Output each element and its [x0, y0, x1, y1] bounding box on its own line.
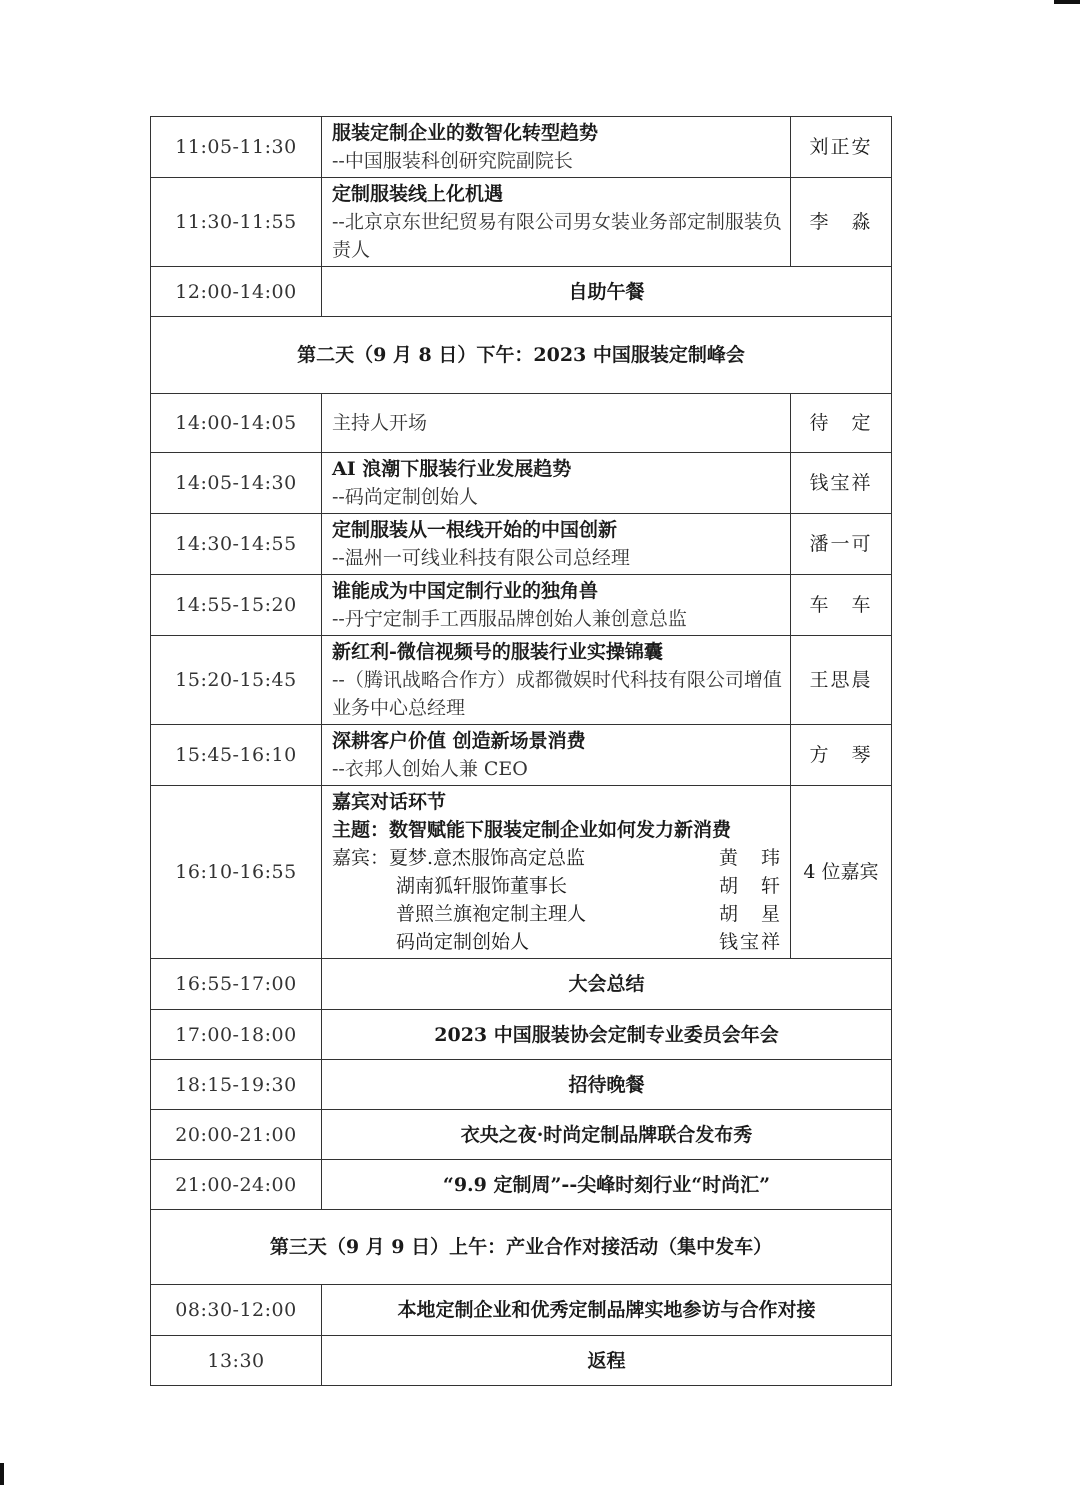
- topic-cell: [322, 786, 791, 959]
- table-row: [151, 959, 892, 1010]
- time-cell: 14:05-14:30: [151, 453, 322, 514]
- session-title: AI 浪潮下服装行业发展趋势: [332, 458, 572, 480]
- dialogue-theme: 主题：数智赋能下服装定制企业如何发力新消费: [332, 819, 732, 841]
- guest-line: [332, 844, 782, 872]
- event-cell: 自助午餐: [322, 267, 892, 317]
- guest-org: 夏梦.意杰服饰高定总监: [389, 847, 586, 869]
- table-row: [151, 117, 892, 178]
- time-cell: 20:00-21:00: [151, 1110, 322, 1160]
- topic-cell: [322, 514, 791, 575]
- table-row: [151, 636, 892, 725]
- guest-line: [332, 900, 782, 928]
- time-cell: 08:30-12:00: [151, 1285, 322, 1336]
- guest-org: 普照兰旗袍定制主理人: [396, 903, 587, 925]
- speaker-title: --（腾讯战略合作方）成都微娱时代科技有限公司增值业务中心总经理: [332, 669, 782, 719]
- guest-name: 黄 玮: [718, 847, 782, 869]
- topic-cell: [322, 178, 791, 267]
- speaker-cell: 方 琴: [791, 725, 892, 786]
- speaker-title: --码尚定制创始人: [332, 486, 478, 508]
- time-cell: 14:30-14:55: [151, 514, 322, 575]
- speaker-cell: 潘一可: [791, 514, 892, 575]
- table-row: [151, 1010, 892, 1060]
- event-cell: “9.9 定制周”--尖峰时刻行业“时尚汇”: [322, 1160, 892, 1210]
- event-cell: 返程: [322, 1336, 892, 1386]
- session-title: 嘉宾对话环节: [332, 791, 447, 813]
- table-row: [151, 267, 892, 317]
- table-row: [151, 725, 892, 786]
- time-cell: 15:20-15:45: [151, 636, 322, 725]
- session-title: 定制服装从一根线开始的中国创新: [332, 519, 618, 541]
- guests-prefix: 嘉宾：: [332, 847, 390, 869]
- session-title: 新红利-微信视频号的服装行业实操锦囊: [332, 641, 663, 663]
- speaker-title: --北京京东世纪贸易有限公司男女装业务部定制服装负责人: [332, 211, 782, 261]
- session-title: 深耕客户价值 创造新场景消费: [332, 730, 586, 752]
- table-row: [151, 453, 892, 514]
- guest-name: 钱宝祥: [718, 931, 782, 953]
- topic-cell: [322, 394, 791, 453]
- topic-cell: [322, 636, 791, 725]
- day3-header: 第三天（9 月 9 日）上午：产业合作对接活动（集中发车）: [151, 1210, 892, 1285]
- session-title: 谁能成为中国定制行业的独角兽: [332, 580, 599, 602]
- guest-name: 胡 轩: [718, 875, 782, 897]
- time-cell: 14:00-14:05: [151, 394, 322, 453]
- event-cell: 衣央之夜·时尚定制品牌联合发布秀: [322, 1110, 892, 1160]
- time-cell: 18:15-19:30: [151, 1060, 322, 1110]
- guest-org: 湖南狐轩服饰董事长: [396, 875, 568, 897]
- time-cell: 16:10-16:55: [151, 786, 322, 959]
- time-cell: 11:05-11:30: [151, 117, 322, 178]
- speaker-cell: 刘正安: [791, 117, 892, 178]
- scan-corner-mark: [0, 1463, 4, 1485]
- speaker-title: --温州一可线业科技有限公司总经理: [332, 547, 630, 569]
- day-header-row: [151, 1210, 892, 1285]
- time-cell: 12:00-14:00: [151, 267, 322, 317]
- topic-cell: [322, 117, 791, 178]
- table-row: [151, 1060, 892, 1110]
- session-title: 定制服装线上化机遇: [332, 183, 504, 205]
- guest-line: [332, 872, 782, 900]
- table-row: [151, 1336, 892, 1386]
- speaker-cell: 4 位嘉宾: [791, 786, 892, 959]
- speaker-cell: 王思晨: [791, 636, 892, 725]
- scan-corner-mark: [1054, 0, 1080, 4]
- schedule-table: [150, 116, 892, 1386]
- guest-line: [332, 928, 782, 956]
- time-cell: 11:30-11:55: [151, 178, 322, 267]
- event-cell: 2023 中国服装协会定制专业委员会年会: [322, 1010, 892, 1060]
- event-cell: 大会总结: [322, 959, 892, 1010]
- table-row: [151, 786, 892, 959]
- guest-name: 胡 星: [718, 903, 782, 925]
- table-row: [151, 1285, 892, 1336]
- session-title: 主持人开场: [332, 412, 428, 434]
- table-row: [151, 178, 892, 267]
- table-row: [151, 1160, 892, 1210]
- time-cell: 14:55-15:20: [151, 575, 322, 636]
- event-cell: 招待晚餐: [322, 1060, 892, 1110]
- speaker-title: --衣邦人创始人兼 CEO: [332, 758, 528, 780]
- speaker-cell: 车 车: [791, 575, 892, 636]
- topic-cell: [322, 575, 791, 636]
- table-row: [151, 394, 892, 453]
- table-row: [151, 514, 892, 575]
- speaker-title: --中国服装科创研究院副院长: [332, 150, 573, 172]
- table-row: [151, 1110, 892, 1160]
- speaker-title: --丹宁定制手工西服品牌创始人兼创意总监: [332, 608, 687, 630]
- guest-org: 码尚定制创始人: [396, 931, 530, 953]
- speaker-cell: 李 淼: [791, 178, 892, 267]
- session-title: 服装定制企业的数智化转型趋势: [332, 122, 599, 144]
- time-cell: 13:30: [151, 1336, 322, 1386]
- event-cell: 本地定制企业和优秀定制品牌实地参访与合作对接: [322, 1285, 892, 1336]
- day-header-row: [151, 317, 892, 394]
- time-cell: 15:45-16:10: [151, 725, 322, 786]
- topic-cell: [322, 725, 791, 786]
- topic-cell: [322, 453, 791, 514]
- speaker-cell: 待 定: [791, 394, 892, 453]
- time-cell: 21:00-24:00: [151, 1160, 322, 1210]
- day2-header: 第二天（9 月 8 日）下午：2023 中国服装定制峰会: [151, 317, 892, 394]
- table-row: [151, 575, 892, 636]
- time-cell: 16:55-17:00: [151, 959, 322, 1010]
- time-cell: 17:00-18:00: [151, 1010, 322, 1060]
- speaker-cell: 钱宝祥: [791, 453, 892, 514]
